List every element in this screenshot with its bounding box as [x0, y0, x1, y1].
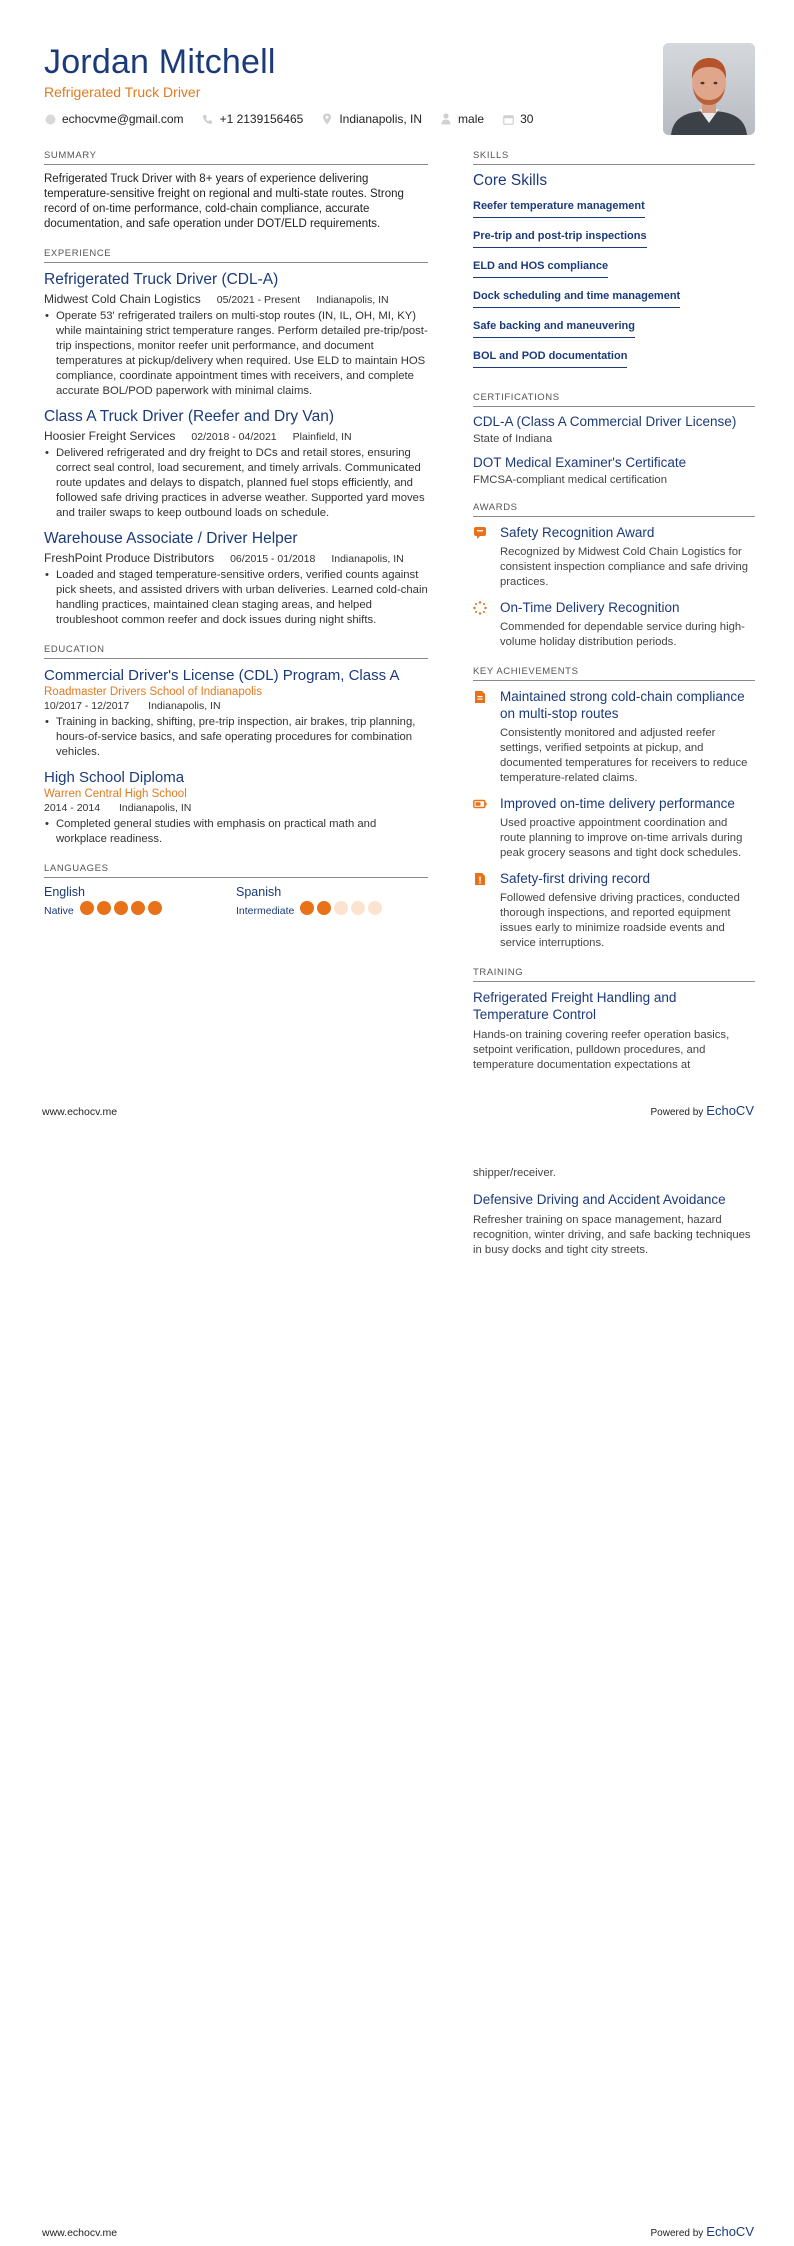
footer-powered [650, 2224, 754, 2239]
skill-item: Dock scheduling and time management [473, 290, 680, 308]
candidate-name: Jordan Mitchell [44, 43, 276, 81]
achievement-item [473, 688, 755, 786]
achievement-title: Maintained strong cold-chain compliance on multi-stop routes [500, 689, 745, 721]
language-name: Spanish [236, 885, 282, 899]
company-name: Midwest Cold Chain Logistics [44, 292, 201, 306]
skill-item: Safe backing and maneuvering [473, 320, 635, 338]
experience-item [44, 270, 428, 399]
skill-item: Pre-trip and post-trip inspections [473, 230, 647, 248]
education-item [44, 768, 428, 847]
job-bullets [44, 309, 428, 399]
skills-heading: SKILLS [473, 150, 755, 165]
company-name: FreshPoint Produce Distributors [44, 551, 215, 565]
education-location: Indianapolis, IN [148, 700, 221, 712]
education-bullet: • Training in backing, shifting, pre-trip inspection, air brakes, trip planning, hours-of-service basics, and safe operating procedures for combination vehicles. [44, 715, 428, 760]
skill-item: Reefer temperature management [473, 200, 645, 218]
education-meta [44, 802, 428, 814]
skills-section [473, 150, 755, 376]
company-name: Hoosier Freight Services [44, 429, 176, 443]
training-description: Refresher training on space management, hazard recognition, winter driving, and safe backing techniques in busy docks and tight city streets. [473, 1214, 751, 1256]
certification-issuer: FMCSA-compliant medical certification [473, 474, 667, 486]
profile-photo [663, 43, 755, 135]
job-meta [44, 551, 428, 565]
certification-name: CDL-A (Class A Commercial Driver License) [473, 414, 737, 429]
awards-heading: AWARDS [473, 502, 755, 517]
job-bullet: • Delivered refrigerated and dry freight to DCs and retail stores, ensuring correct seal control, load securement, and timely arrivals. Communicated route updates and delays to dispatch, planned fuel stops efficiently, and followed safe driving practices in adverse weather. Supported yard moves and trailer swaps to keep outbound loads on schedule. [44, 446, 428, 521]
experience-heading: EXPERIENCE [44, 248, 428, 263]
education-bullets [44, 715, 428, 760]
rating-dot [300, 901, 314, 915]
language-item [236, 885, 428, 920]
school-name: Roadmaster Drivers School of Indianapolis [44, 686, 262, 698]
summary-heading: SUMMARY [44, 150, 428, 165]
achievements-section [473, 666, 755, 951]
languages-list [44, 885, 428, 920]
degree-title: Commercial Driver's License (CDL) Program, Class A [44, 667, 400, 684]
certification-name: DOT Medical Examiner's Certificate [473, 455, 687, 470]
experience-section [44, 248, 428, 628]
job-title: Warehouse Associate / Driver Helper [44, 530, 298, 547]
job-meta [44, 429, 428, 443]
skill-item: BOL and POD documentation [473, 350, 627, 368]
job-location: Indianapolis, IN [316, 294, 389, 306]
language-rating [300, 901, 385, 920]
rating-dot [317, 901, 331, 915]
candidate-title: Refrigerated Truck Driver [44, 84, 201, 100]
powered-by-text: Powered by [650, 2228, 704, 2239]
sparkle-icon [473, 601, 487, 615]
award-description: Recognized by Midwest Cold Chain Logistics for consistent inspection compliance and safe driving practices. [500, 546, 749, 588]
job-bullet: • Operate 53' refrigerated trailers on multi-stop routes (IN, IL, OH, MI, KY) while maintaining strict temperature ranges. Perform detailed pre-trip/post-trip inspections, monitor reefer unit performance, and document temperatures at pickup/delivery when required. Use ELD to maintain HOS compliance, coordinate appointment times with receivers, and complete accurate BOL/POD paperwork with minimal claims. [44, 309, 428, 399]
location-text: Indianapolis, IN [339, 112, 423, 126]
phone-icon [202, 113, 214, 125]
skill-item: ELD and HOS compliance [473, 260, 608, 278]
rating-dot [148, 901, 162, 915]
email-text: echocvme@gmail.com [62, 112, 184, 126]
resume-page-2 [0, 1145, 794, 2246]
contact-location [321, 112, 422, 126]
education-heading: EDUCATION [44, 644, 428, 659]
powered-by-text: Powered by [650, 1107, 704, 1118]
certification-issuer: State of Indiana [473, 433, 553, 445]
language-level-row [236, 901, 428, 920]
achievement-title: Improved on-time delivery performance [500, 796, 735, 811]
education-location: Indianapolis, IN [118, 802, 192, 814]
award-title: Safety Recognition Award [500, 525, 655, 540]
education-meta [44, 700, 428, 712]
job-bullet: • Loaded and staged temperature-sensitive orders, verified counts against pick sheets, and assisted drivers with urban deliveries. Learned cold-chain handling practices, maintained clean staging areas, and helped troubleshoot common reefer and dock issues during night shifts. [44, 568, 428, 628]
summary-section [44, 150, 428, 232]
contact-email[interactable] [44, 112, 184, 126]
skills-group-title: Core Skills [473, 172, 548, 189]
age-text: 30 [520, 112, 534, 126]
calendar-icon [502, 113, 514, 125]
award-item [473, 524, 755, 590]
language-item [44, 885, 236, 920]
languages-section [44, 863, 428, 920]
training-title: Refrigerated Freight Handling and Temperature Control [473, 990, 677, 1022]
awards-section [473, 502, 755, 650]
job-dates: 02/2018 - 04/2021 [191, 431, 277, 443]
languages-heading: LANGUAGES [44, 863, 428, 878]
achievements-heading: KEY ACHIEVEMENTS [473, 666, 755, 681]
training-title: Defensive Driving and Accident Avoidance [473, 1192, 726, 1207]
footer-site-link[interactable]: www.echocv.me [42, 1106, 118, 1118]
page-footer [42, 1103, 754, 1118]
rating-dot [351, 901, 365, 915]
rating-dot [114, 901, 128, 915]
language-level-row [44, 901, 236, 920]
battery-icon [473, 797, 487, 811]
job-location: Indianapolis, IN [331, 553, 404, 565]
achievement-title: Safety-first driving record [500, 871, 651, 886]
education-bullet: • Completed general studies with emphasis on practical math and workplace readiness. [44, 817, 428, 847]
certifications-section [473, 392, 755, 486]
achievement-item [473, 795, 755, 861]
rating-dot [80, 901, 94, 915]
award-description: Commended for dependable service during high-volume holiday distribution periods. [500, 621, 745, 648]
job-bullets [44, 568, 428, 628]
language-name: English [44, 885, 85, 899]
education-section [44, 644, 428, 847]
job-location: Plainfield, IN [292, 431, 352, 443]
job-dates: 05/2021 - Present [216, 294, 301, 306]
contact-phone[interactable] [202, 112, 304, 126]
training-section [473, 967, 755, 1073]
document-icon [473, 872, 487, 886]
award-title: On-Time Delivery Recognition [500, 600, 680, 615]
experience-item [44, 529, 428, 628]
education-item [44, 666, 428, 760]
rating-dot [334, 901, 348, 915]
footer-powered [650, 1103, 754, 1118]
document-icon [473, 690, 487, 704]
job-meta [44, 292, 428, 306]
rating-dot [97, 901, 111, 915]
training-description: Hands-on training covering reefer operation basics, setpoint verification, pulldown procedures, and temperature documentation expectations at [473, 1029, 730, 1071]
location-pin-icon [321, 113, 333, 125]
education-bullets [44, 817, 428, 847]
training-description-continued: shipper/receiver. [473, 1167, 556, 1179]
footer-site-link[interactable]: www.echocv.me [42, 2227, 118, 2239]
contact-gender [440, 112, 484, 126]
gender-text: male [458, 112, 485, 126]
brand-logo: EchoCV [706, 1103, 754, 1118]
language-level: Intermediate [236, 904, 295, 917]
training-heading: TRAINING [473, 967, 755, 982]
rating-dot [368, 901, 382, 915]
person-icon [440, 113, 452, 125]
right-column [473, 150, 755, 1089]
summary-text: Refrigerated Truck Driver with 8+ years of experience delivering temperature-sensitive freight on regional and multi-state routes. Strong record of on-time performance, cold-chain compliance, accurate documentation, and safe operation under DOT/ELD requirements. [44, 173, 404, 230]
education-dates: 2014 - 2014 [44, 802, 101, 814]
job-title: Class A Truck Driver (Reefer and Dry Van) [44, 408, 334, 425]
achievement-description: Consistently monitored and adjusted reefer settings, verified setpoints at pickup, and documented temperatures for receivers to reduce temperature-related claims. [500, 727, 748, 784]
education-dates: 10/2017 - 12/2017 [44, 700, 130, 712]
email-icon [44, 113, 56, 125]
experience-item [44, 407, 428, 521]
language-rating [80, 901, 165, 920]
award-icon [473, 526, 487, 540]
job-dates: 06/2015 - 01/2018 [230, 553, 316, 565]
left-column [44, 150, 428, 936]
certifications-heading: CERTIFICATIONS [473, 392, 755, 407]
achievement-description: Used proactive appointment coordination and route planning to improve on-time arrivals during peak grocery seasons and tight dock schedules. [500, 817, 743, 859]
rating-dot [131, 901, 145, 915]
page-footer [42, 2224, 754, 2239]
phone-text: +1 2139156465 [219, 112, 304, 126]
degree-title: High School Diploma [44, 769, 185, 786]
brand-logo: EchoCV [706, 2224, 754, 2239]
achievement-item [473, 870, 755, 951]
language-level: Native [44, 904, 74, 917]
contact-row [44, 112, 664, 126]
job-bullets [44, 446, 428, 521]
training-continued [473, 1166, 755, 1258]
achievement-description: Followed defensive driving practices, conducted thorough inspections, and reported equipment issues early to minimize roadside events and service interruptions. [500, 892, 740, 949]
school-name: Warren Central High School [44, 788, 187, 800]
resume-header [44, 42, 664, 126]
job-title: Refrigerated Truck Driver (CDL-A) [44, 271, 279, 288]
award-item [473, 599, 755, 650]
contact-age [502, 112, 533, 126]
